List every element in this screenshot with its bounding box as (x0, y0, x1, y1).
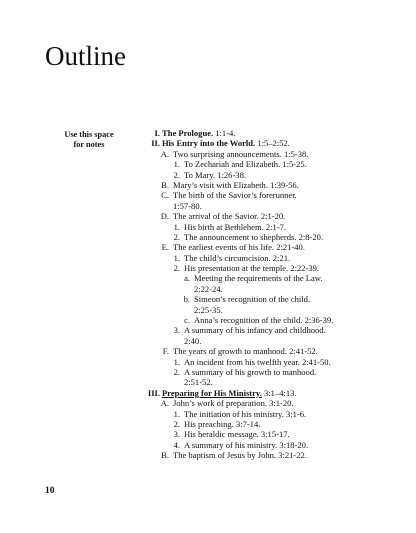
outline-item (0, 284, 416, 294)
outline-item-number: II. (151, 138, 160, 149)
section-heading-text: Preparing for His Ministry. (162, 387, 262, 398)
outline-item (0, 128, 416, 138)
outline-item-number: 1. (173, 159, 180, 170)
outline-item-number: 2. (173, 231, 180, 242)
outline-item-text: Mary’s visit with Elizabeth. 1:39-56. (173, 179, 299, 190)
outline-item-number: B. (161, 179, 169, 190)
outline-item-text: The baptism of Jesus by John. 3:21-22. (173, 450, 307, 461)
outline-item-number: I. (154, 128, 160, 138)
section-heading-text: The Prologue. (162, 128, 214, 138)
outline-item-number: a. (184, 273, 190, 284)
outline-item (0, 170, 416, 180)
outline-item-text: His presentation at the temple. 2:22-39. (184, 263, 320, 274)
outline-item (0, 242, 416, 252)
outline-item-text: An incident from his twelfth year. 2:41-50. (184, 356, 331, 367)
outline-item-text: The initiation of his ministry. 3:1-6. (184, 408, 307, 419)
outline-item-number: 2. (173, 263, 180, 274)
section-reference: 1:1-4. (213, 128, 236, 138)
outline-item-text: To Mary. 1:26-38. (184, 169, 246, 180)
outline-item-text: His preaching. 3:7-14. (184, 418, 261, 429)
outline-item-number: 1. (173, 356, 180, 367)
outline-item (0, 367, 416, 377)
outline-item-text: Anna’s recognition of the child. 2:36-39. (194, 315, 334, 326)
outline-item-continuation: 1:57-80. (173, 200, 202, 211)
outline-item (0, 398, 416, 408)
outline-item-text: Two surprising announcements. 1:5-38. (173, 148, 309, 159)
outline-item-number: 1. (173, 221, 180, 232)
outline-item-text: The earliest events of his life. 2:21-40. (173, 242, 305, 253)
outline-item-text: His birth at Bethlehem. 2:1-7. (184, 221, 287, 232)
outline-item (0, 388, 416, 398)
outline-item-text: Meeting the requirements of the Law. (194, 273, 323, 284)
outline-item (0, 273, 416, 283)
outline-item-text: The years of growth to manhood. 2:41-52. (173, 346, 318, 357)
outline-item (0, 253, 416, 263)
outline-item-text: The announcement to shepherds. 2:8-20. (184, 231, 324, 242)
outline-item (0, 377, 416, 387)
outline-item (0, 440, 416, 450)
outline-item (0, 159, 416, 169)
outline-item (0, 232, 416, 242)
outline-item-text: A summary of his infancy and childhood. (184, 325, 326, 336)
outline-item (0, 305, 416, 315)
outline-section-heading (162, 128, 235, 138)
page-title: Outline (45, 41, 126, 71)
section-heading-text: His Entry into the World. (162, 138, 256, 149)
outline-section-heading (162, 138, 290, 148)
outline-item-number: c. (184, 315, 190, 326)
outline-item-number: C. (161, 190, 169, 201)
outline-item-number: 3. (173, 325, 180, 336)
outline-item-number: 1. (173, 252, 180, 263)
outline-item (0, 149, 416, 159)
outline-item (0, 409, 416, 419)
outline-item (0, 294, 416, 304)
outline-item-text: John’s work of preparation. 3:1-20. (173, 398, 294, 409)
outline-item (0, 180, 416, 190)
outline-item (0, 138, 416, 148)
outline-item-number: 3. (173, 429, 180, 440)
section-reference: 3:1–4:13. (261, 387, 297, 398)
section-reference: 1:5–2:52. (255, 138, 290, 149)
outline-item-number: 4. (173, 439, 180, 450)
outline-item-text: The birth of the Savior’s forerunner. (173, 190, 297, 201)
outline-section-heading (162, 388, 297, 398)
outline-item-number: A. (160, 398, 169, 409)
outline-item-continuation: 2:40. (184, 335, 202, 346)
outline-item-number: A. (160, 148, 169, 159)
outline-item-text: His heraldic message. 3:15-17. (184, 429, 290, 440)
outline-item (0, 211, 416, 221)
outline-item (0, 190, 416, 200)
outline-item-text: A summary of his ministry. 3:18-20. (184, 439, 309, 450)
outline-item-number: B. (161, 450, 169, 461)
outline-item-text: Simeon’s recognition of the child. (194, 294, 311, 305)
outline-item-text: The arrival of the Savior. 2:1-20. (173, 211, 286, 222)
notes-label-line-1: Use this space (64, 130, 114, 139)
outline-item (0, 201, 416, 211)
outline-item-continuation: 2:51-52. (184, 377, 213, 388)
outline-item (0, 315, 416, 325)
outline-item-number: 2. (173, 366, 180, 377)
outline-item-number: b. (183, 294, 190, 305)
outline-item-text: A summary of his growth to manhood. (184, 366, 317, 377)
outline-item-text: To Zechariah and Elizabeth. 1:5-25. (184, 159, 307, 170)
outline-item-number: 2. (173, 169, 180, 180)
outline-item (0, 429, 416, 439)
outline-item (0, 450, 416, 460)
outline-item (0, 222, 416, 232)
outline-item-number: D. (160, 211, 169, 222)
outline-item-number: III. (147, 387, 160, 398)
page-number: 10 (45, 486, 55, 496)
outline-item (0, 419, 416, 429)
outline-item (0, 346, 416, 356)
outline-item (0, 325, 416, 335)
outline-item (0, 357, 416, 367)
outline-item-number: E. (161, 242, 169, 253)
outline-item (0, 263, 416, 273)
outline-item-continuation: 2:25-35. (194, 304, 223, 315)
outline-item-continuation: 2:22-24. (194, 283, 223, 294)
outline-list (0, 128, 416, 461)
outline-item-number: F. (162, 346, 169, 357)
outline-item-number: 1. (173, 408, 180, 419)
outline-item-number: 2. (173, 418, 180, 429)
outline-item-text: The child’s circumcision. 2:21. (184, 252, 291, 263)
notes-label-line-2: for notes (73, 140, 105, 149)
outline-item (0, 336, 416, 346)
